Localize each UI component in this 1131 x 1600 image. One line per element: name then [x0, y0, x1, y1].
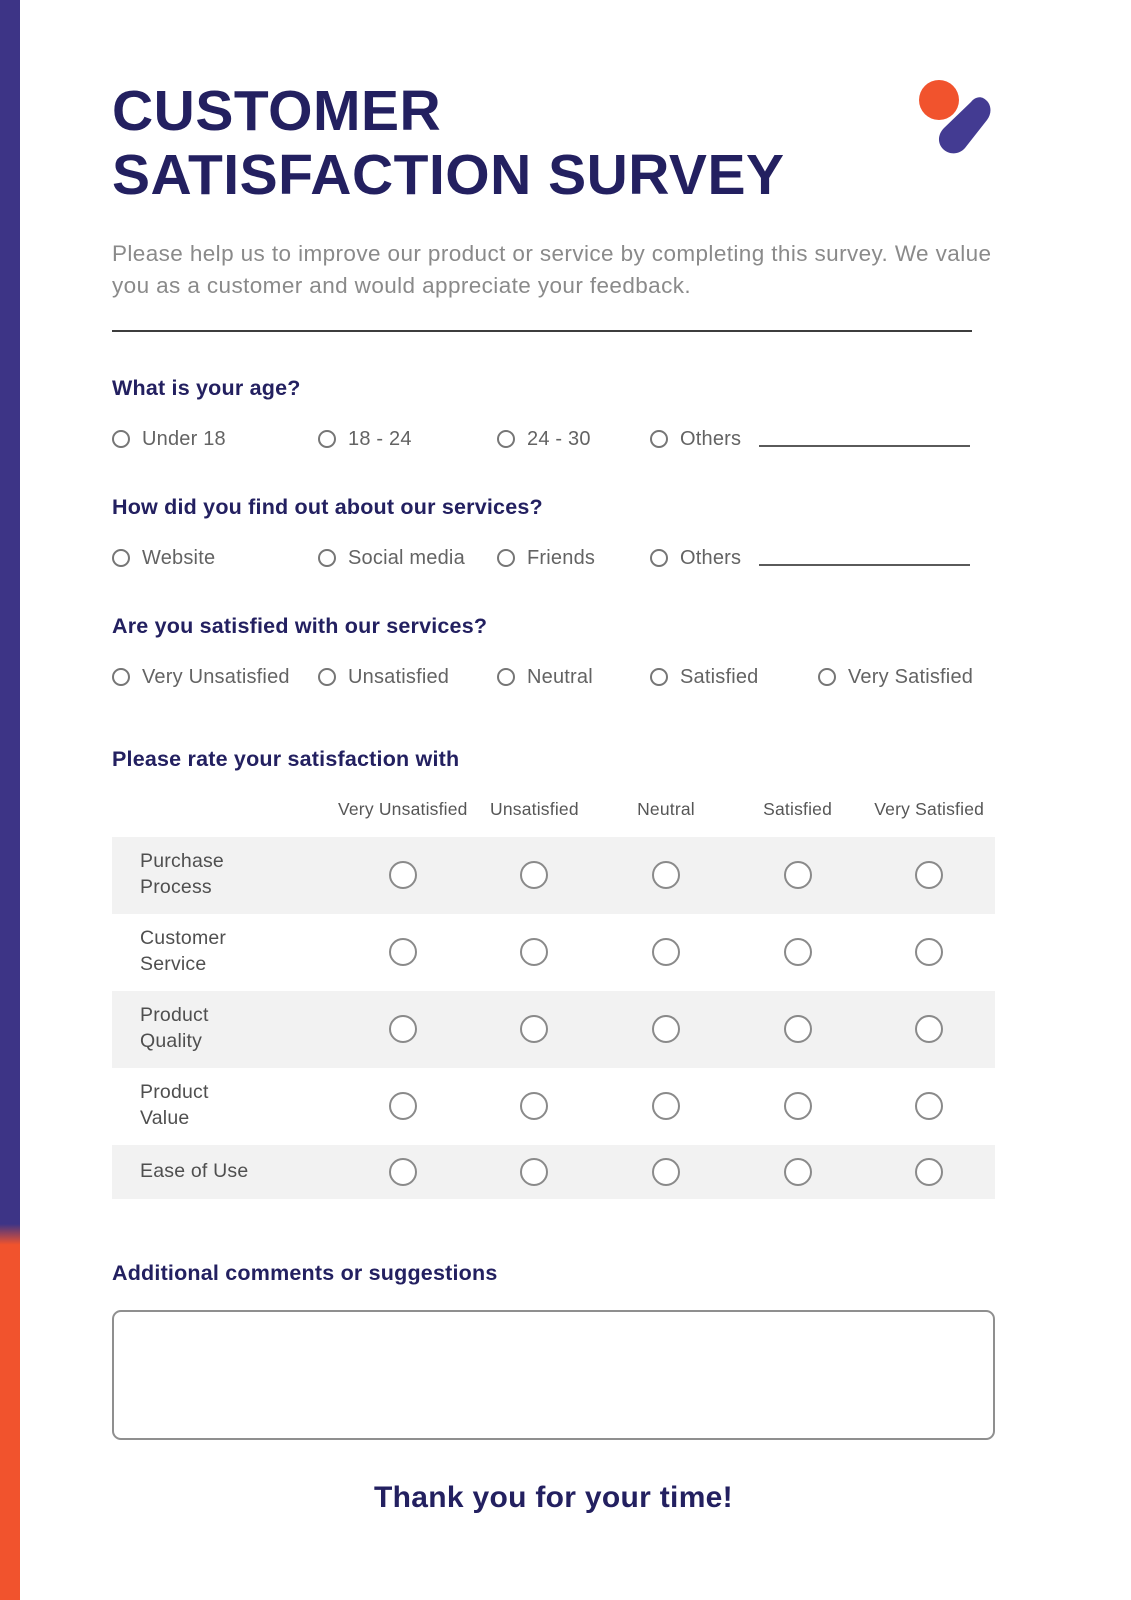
question-satisfaction-label: Are you satisfied with our services? [112, 613, 488, 638]
matrix-cell [337, 1158, 469, 1186]
radio-icon[interactable] [652, 861, 680, 889]
comments-section [112, 1261, 995, 1445]
matrix-cell [600, 938, 732, 966]
left-accent-bar [0, 0, 20, 1600]
matrix-row-ease-of-use [112, 1145, 995, 1199]
others-write-in-line[interactable] [759, 445, 970, 447]
option-label: 24 - 30 [527, 427, 591, 450]
radio-icon[interactable] [818, 668, 836, 686]
matrix-row-label [112, 1080, 337, 1131]
radio-icon[interactable] [652, 1158, 680, 1186]
matrix-cell [469, 861, 601, 889]
radio-icon[interactable] [318, 430, 336, 448]
question-satisfaction-options [112, 666, 995, 689]
radio-option-24-30[interactable] [497, 428, 650, 451]
radio-icon[interactable] [520, 938, 548, 966]
radio-icon[interactable] [112, 430, 130, 448]
option-label: Very Satisfied [848, 665, 974, 688]
option-label: Friends [527, 546, 596, 569]
matrix-cell [337, 938, 469, 966]
matrix-row-customer-service [112, 914, 995, 991]
radio-option-unsatisfied[interactable] [318, 666, 497, 689]
matrix-cell [863, 1015, 995, 1043]
radio-option-under-18[interactable] [112, 428, 318, 451]
radio-option-very-satisfied[interactable] [818, 666, 973, 689]
radio-option-18-24[interactable] [318, 428, 497, 451]
radio-icon[interactable] [652, 1015, 680, 1043]
matrix-cell [732, 1015, 864, 1043]
radio-icon[interactable] [652, 1092, 680, 1120]
radio-icon[interactable] [389, 938, 417, 966]
comments-label: Additional comments or suggestions [112, 1260, 498, 1285]
question-source-options [112, 547, 995, 570]
page-title [112, 80, 995, 208]
option-label: Unsatisfied [348, 665, 450, 688]
matrix-cell [732, 938, 864, 966]
matrix-row-label [112, 926, 337, 977]
matrix-column-header: Very Satisfied [874, 798, 985, 819]
matrix-cell [863, 938, 995, 966]
logo-dot [919, 80, 959, 120]
option-label: 18 - 24 [348, 427, 412, 450]
radio-option-neutral[interactable] [497, 666, 650, 689]
matrix-cell [337, 1092, 469, 1120]
radio-icon[interactable] [389, 1015, 417, 1043]
radio-icon[interactable] [784, 1015, 812, 1043]
question-age [112, 376, 995, 451]
radio-icon[interactable] [915, 861, 943, 889]
matrix-cell [863, 1158, 995, 1186]
matrix-row-label-text: Product Quality [140, 1004, 209, 1053]
matrix-row-purchase-process [112, 837, 995, 914]
radio-option-website[interactable] [112, 547, 318, 570]
radio-icon[interactable] [112, 549, 130, 567]
matrix-row-label-text: Product Value [140, 1081, 209, 1130]
radio-icon[interactable] [389, 1092, 417, 1120]
radio-icon[interactable] [318, 549, 336, 567]
matrix-row-product-value [112, 1068, 995, 1145]
radio-icon[interactable] [520, 861, 548, 889]
rating-matrix-label: Please rate your satisfaction with [112, 746, 460, 771]
matrix-cell [469, 1015, 601, 1043]
matrix-row-label [112, 1003, 337, 1054]
question-age-options [112, 428, 995, 451]
matrix-cell [600, 1158, 732, 1186]
matrix-cell [600, 1092, 732, 1120]
radio-option-very-unsatisfied[interactable] [112, 666, 318, 689]
radio-icon[interactable] [784, 1158, 812, 1186]
option-label: Others [680, 427, 742, 450]
matrix-column-header: Unsatisfied [490, 798, 579, 819]
matrix-row-label [112, 849, 337, 900]
option-label: Satisfied [680, 665, 759, 688]
question-source-label: How did you find out about our services? [112, 494, 543, 519]
page-header [112, 80, 995, 208]
radio-icon[interactable] [915, 1092, 943, 1120]
matrix-cell [863, 1092, 995, 1120]
radio-icon[interactable] [389, 1158, 417, 1186]
radio-icon[interactable] [520, 1158, 548, 1186]
intro-text: Please help us to improve our product or service by completing this survey. We value you as a customer and would appreciate your feedback. [112, 240, 992, 298]
matrix-cell [337, 1015, 469, 1043]
survey-page [112, 0, 995, 1565]
page-title-line2: SATISFACTION SURVEY [112, 142, 785, 207]
radio-icon[interactable] [650, 668, 668, 686]
matrix-cell [600, 1015, 732, 1043]
matrix-column-header: Neutral [637, 798, 695, 819]
matrix-cell [469, 1092, 601, 1120]
radio-icon[interactable] [520, 1092, 548, 1120]
radio-option-others[interactable] [650, 547, 741, 570]
radio-icon[interactable] [652, 938, 680, 966]
option-label: Very Unsatisfied [142, 665, 290, 688]
rating-matrix [112, 747, 995, 1199]
matrix-row-label-text: Purchase Process [140, 850, 224, 899]
matrix-row-label-text: Customer Service [140, 927, 227, 976]
matrix-cell [732, 1158, 864, 1186]
matrix-cell [732, 861, 864, 889]
radio-icon[interactable] [915, 1015, 943, 1043]
option-label: Others [680, 546, 742, 569]
others-write-in-line[interactable] [759, 564, 970, 566]
thank-you-text: Thank you for your time! [374, 1480, 733, 1514]
option-label: Website [142, 546, 216, 569]
radio-icon[interactable] [650, 430, 668, 448]
matrix-header-row [337, 798, 995, 821]
question-source [112, 495, 995, 570]
matrix-row-label [112, 1159, 337, 1185]
radio-icon[interactable] [318, 668, 336, 686]
matrix-cell [337, 861, 469, 889]
radio-option-social-media[interactable] [318, 547, 497, 570]
radio-icon[interactable] [915, 938, 943, 966]
radio-icon[interactable] [915, 1158, 943, 1186]
radio-option-others[interactable] [650, 428, 741, 451]
radio-icon[interactable] [497, 549, 515, 567]
radio-option-friends[interactable] [497, 547, 650, 570]
radio-option-satisfied[interactable] [650, 666, 818, 689]
radio-icon[interactable] [497, 430, 515, 448]
radio-icon[interactable] [497, 668, 515, 686]
radio-icon[interactable] [389, 861, 417, 889]
comments-textarea[interactable] [112, 1310, 995, 1440]
question-age-label: What is your age? [112, 375, 301, 400]
radio-icon[interactable] [784, 1092, 812, 1120]
matrix-row-product-quality [112, 991, 995, 1068]
matrix-column-header: Satisfied [763, 798, 833, 819]
radio-icon[interactable] [112, 668, 130, 686]
person-logo-icon [901, 76, 993, 168]
radio-icon[interactable] [784, 938, 812, 966]
page-title-line1: CUSTOMER [112, 79, 442, 143]
divider-line [112, 330, 972, 332]
matrix-row-label-text: Ease of Use [140, 1159, 249, 1182]
option-label: Social media [348, 546, 465, 569]
radio-icon[interactable] [650, 549, 668, 567]
question-satisfaction [112, 614, 995, 689]
matrix-cell [469, 938, 601, 966]
option-label: Neutral [527, 665, 593, 688]
radio-icon[interactable] [520, 1015, 548, 1043]
matrix-cell [469, 1158, 601, 1186]
radio-icon[interactable] [784, 861, 812, 889]
matrix-cell [732, 1092, 864, 1120]
matrix-cell [600, 861, 732, 889]
option-label: Under 18 [142, 427, 226, 450]
matrix-cell [863, 861, 995, 889]
matrix-column-header: Very Unsatisfied [337, 798, 468, 819]
